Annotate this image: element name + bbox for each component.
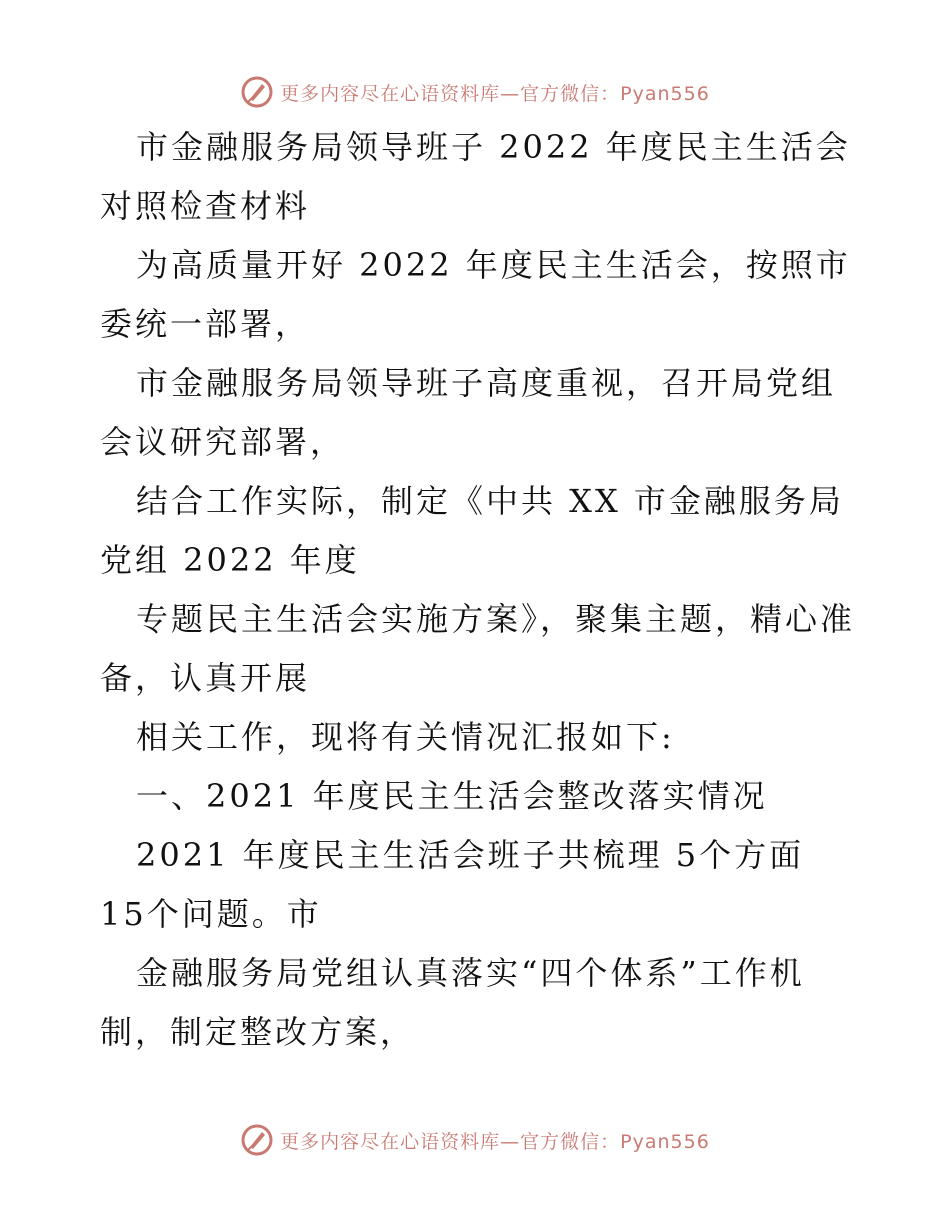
header-watermark <box>0 72 950 112</box>
section-heading: 一、2021 年度民主生活会整改落实情况 <box>136 777 768 815</box>
paragraph: 为高质量开好 2022 年度民主生活会，按照市委统一部署， <box>100 246 851 343</box>
document-body <box>100 118 860 1062</box>
paragraph: 结合工作实际，制定《中共 XX 市金融服务局党组 2022 年度 <box>100 482 844 579</box>
paragraph: 专题民主生活会实施方案》，聚集主题，精心准备，认真开展 <box>100 600 856 697</box>
quill-logo-icon <box>240 1123 274 1157</box>
paragraph: 市金融服务局领导班子高度重视，召开局党组会议研究部署， <box>100 364 837 461</box>
quill-logo-icon <box>240 75 274 109</box>
paragraph: 金融服务局党组认真落实“四个体系”工作机制，制定整改方案， <box>100 954 805 1051</box>
document-title: 市金融服务局领导班子 2022 年度民主生活会对照检查材料 <box>100 128 851 225</box>
watermark-text: 更多内容尽在心语资料库—官方微信：Pyan556 <box>280 1130 710 1153</box>
paragraph: 相关工作，现将有关情况汇报如下: <box>136 718 675 756</box>
paragraph: 2021 年度民主生活会班子共梳理 5个方面 15个问题。市 <box>100 836 818 933</box>
watermark-text: 更多内容尽在心语资料库—官方微信：Pyan556 <box>280 82 710 105</box>
footer-watermark <box>0 1120 950 1160</box>
